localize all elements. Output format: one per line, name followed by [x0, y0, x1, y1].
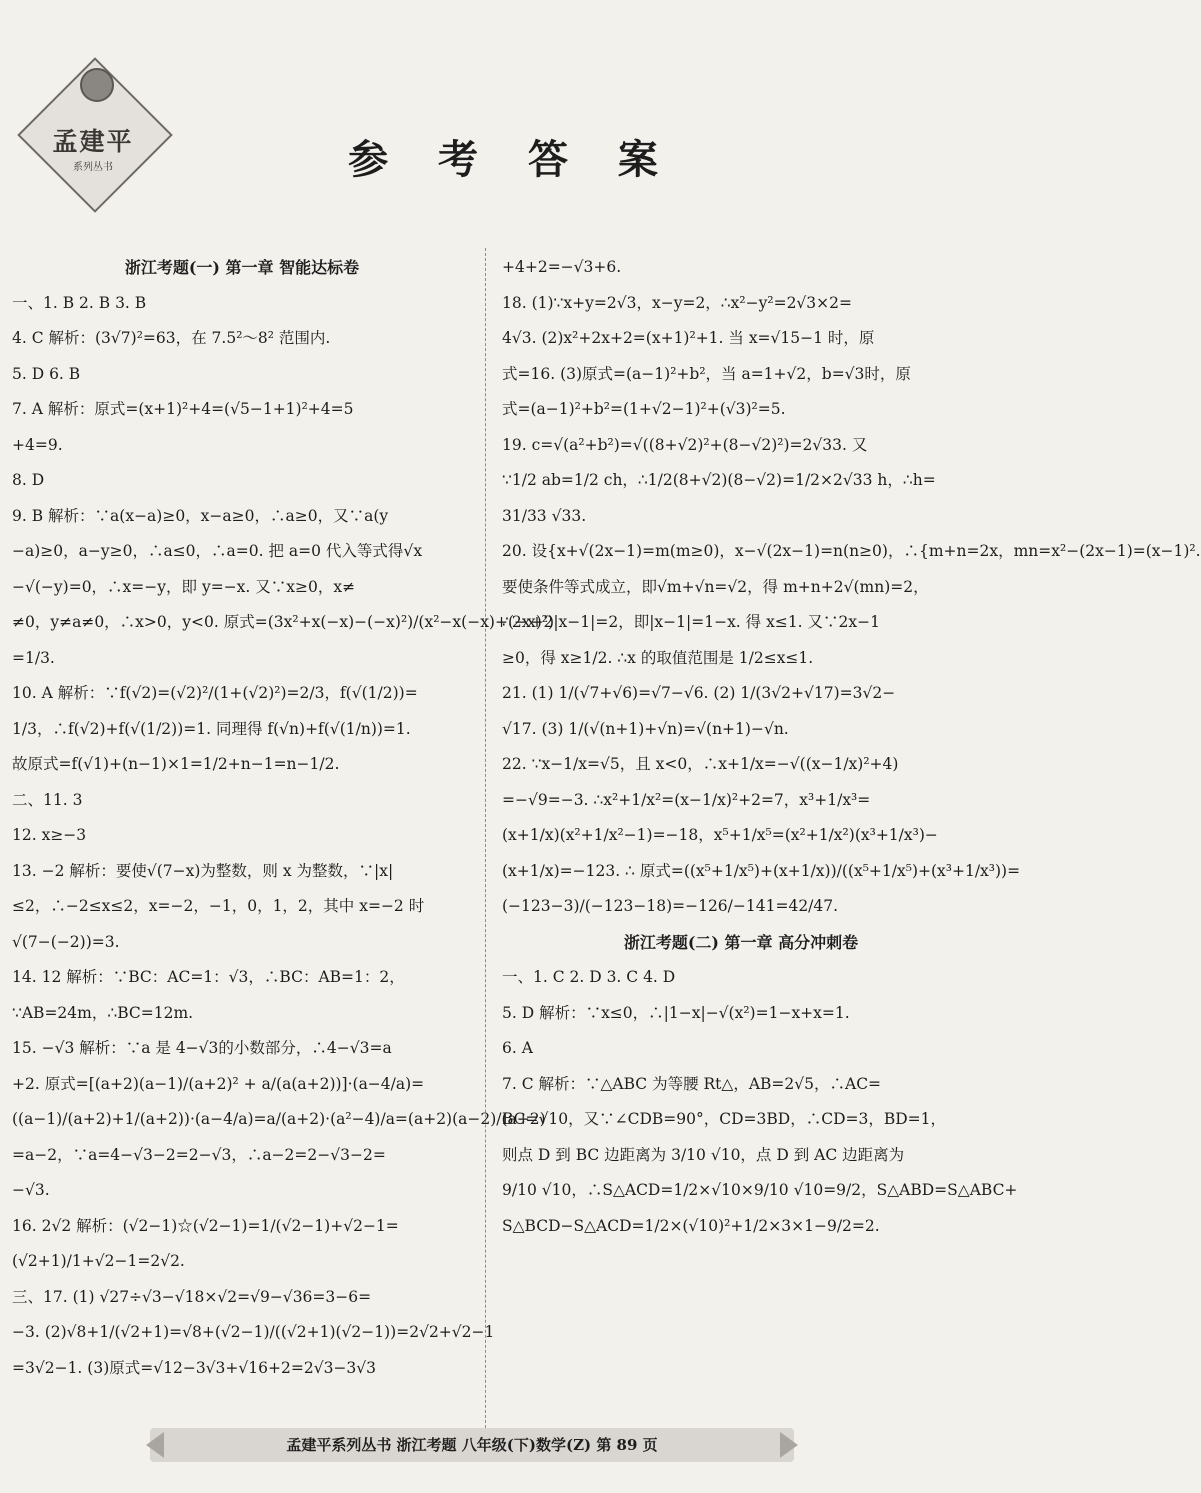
answer-line: 4√3. (2)x²+2x+2=(x+1)²+1. 当 x=√15−1 时，原 — [502, 329, 875, 347]
answer-line: 10. A 解析：∵f(√2)=(√2)²/(1+(√2)²)=2/3，f(√(1/2))= — [12, 684, 418, 702]
answer-line: 1/3，∴f(√2)+f(√(1/2))=1. 同理得 f(√n)+f(√(1/n))=1. — [12, 719, 411, 738]
answer-line: 15. −√3 解析：∵a 是 4−√3的小数部分，∴4−√3=a — [12, 1039, 392, 1057]
answer-line: 6. A — [502, 1039, 533, 1057]
badge-series: 系列丛书 — [73, 162, 113, 173]
answer-line: (√2+1)/1+√2−1=2√2. — [12, 1252, 185, 1270]
answer-line: =3√2−1. (3)原式=√12−3√3+√16+2=2√3−3√3 — [12, 1358, 377, 1377]
answer-line: 三、17. (1) √27÷√3−√18×√2=√9−√36=3−6= — [12, 1287, 372, 1306]
answer-line: 一、1. B 2. B 3. B — [12, 293, 147, 312]
answer-line: ≠0，y≠a≠0，∴x>0，y<0. 原式=(3x²+x(−x)−(−x)²)/(x²−x(−x)+(−x)²) — [12, 613, 555, 631]
arrow-right-icon — [780, 1432, 798, 1458]
answer-line: 18. (1)∵x+y=2√3，x−y=2，∴x²−y²=2√3×2= — [502, 293, 852, 312]
column-divider — [485, 248, 486, 1448]
answer-line: ∵1/2 ab=1/2 ch，∴1/2(8+√2)(8−√2)=1/2×2√33 h，∴h= — [502, 471, 936, 489]
answer-line: 9. B 解析：∵a(x−a)≥0，x−a≥0，∴a≥0，又∵a(y — [12, 506, 389, 525]
answer-line: BC=√10，又∵∠CDB=90°，CD=3BD，∴CD=3，BD=1， — [502, 1110, 947, 1128]
right-answers-top — [502, 250, 1201, 925]
answer-line: 8. D — [12, 471, 45, 489]
answer-line: 13. −2 解析：要使√(7−x)为整数，则 x 为整数，∵|x| — [12, 861, 394, 880]
answer-line: −√3. — [12, 1181, 50, 1199]
logo-emblem-icon — [80, 68, 114, 102]
answer-line: ≤2，∴−2≤x≤2，x=−2，−1，0，1，2，其中 x=−2 时 — [12, 897, 425, 915]
answer-line: −a)≥0，a−y≥0，∴a≤0，∴a=0. 把 a=0 代入等式得√x — [12, 542, 423, 560]
answer-line: =−√9=−3. ∴x²+1/x²=(x−1/x)²+2=7，x³+1/x³= — [502, 790, 871, 809]
answer-line: 14. 12 解析：∵BC：AC=1：√3，∴BC：AB=1：2， — [12, 968, 405, 986]
section-title: 浙江考题(二) 第一章 高分冲刺卷 — [623, 932, 859, 952]
answer-line: 22. ∵x−1/x=√5，且 x<0，∴x+1/x=−√((x−1/x)²+4) — [502, 755, 899, 773]
answer-line: +2. 原式=[(a+2)(a−1)/(a+2)² + a/(a(a+2))]·(a−4/a)= — [12, 1074, 425, 1093]
answer-line: 故原式=f(√1)+(n−1)×1=1/2+n−1=n−1/2. — [12, 755, 340, 773]
answer-line: √17. (3) 1/(√(n+1)+√n)=√(n+1)−√n. — [502, 719, 789, 738]
answer-line: 二、11. 3 — [12, 790, 83, 809]
page-footer — [150, 1428, 794, 1462]
answer-line: (x+1/x)(x²+1/x²−1)=−18，x⁵+1/x⁵=(x²+1/x²)(x³+1/x³)− — [502, 826, 938, 844]
answer-line: 5. D 6. B — [12, 364, 81, 383]
answer-line: =1/3. — [12, 648, 55, 667]
answer-line: (−123−3)/(−123−18)=−126/−141=42/47. — [502, 897, 839, 915]
answer-line: 5. D 解析：∵x≤0，∴|1−x|−√(x²)=1−x+x=1. — [502, 1003, 850, 1022]
answer-line: +4=9. — [12, 435, 63, 454]
answer-line: 要使条件等式成立，即√m+√n=√2，得 m+n+2√(mn)=2， — [502, 577, 929, 596]
answer-line: 7. A 解析：原式=(x+1)²+4=(√5−1+1)²+4=5 — [12, 400, 354, 418]
answer-line: 一、1. C 2. D 3. C 4. D — [502, 968, 676, 986]
section-title: 浙江考题(一) 第一章 智能达标卷 — [124, 258, 360, 277]
answer-line: 9/10 √10，∴S△ACD=1/2×√10×9/10 √10=9/2，S△ABD=S△ABC+ — [502, 1181, 1018, 1199]
answer-line: (x+1/x)=−123. ∴ 原式=((x⁵+1/x⁵)+(x+1/x))/((x⁵+1/x⁵)+(x³+1/x³))= — [502, 861, 1021, 880]
answer-line: 7. C 解析：∵△ABC 为等腰 Rt△，AB=2√5，∴AC= — [502, 1074, 882, 1093]
answer-line: √(7−(−2))=3. — [12, 932, 120, 951]
answer-line: ∵AB=24m，∴BC=12m. — [12, 1003, 194, 1022]
answer-line: −3. (2)√8+1/(√2+1)=√8+(√2−1)/((√2+1)(√2−1))=2√2+√2−1 — [12, 1323, 495, 1341]
page-title: 参 考 答 案 — [348, 136, 676, 183]
answer-line: 21. (1) 1/(√7+√6)=√7−√6. (2) 1/(3√2+√17)=3√2− — [502, 684, 896, 702]
answer-line: 12. x≥−3 — [12, 826, 87, 844]
badge-brand: 孟建平 — [52, 127, 134, 156]
answer-line: 20. 设{x+√(2x−1)=m(m≥0)，x−√(2x−1)=n(n≥0)，∴{m+n=2x，mn=x²−(2x−1)=(x−1)². — [502, 542, 1201, 560]
arrow-left-icon — [146, 1432, 164, 1458]
footer-text: 孟建平系列丛书 浙江考题 八年级(下)数学(Z) 第 89 页 — [286, 1436, 658, 1454]
answer-line: 16. 2√2 解析：(√2−1)☆(√2−1)=1/(√2−1)+√2−1= — [12, 1216, 399, 1235]
answer-line: 式=(a−1)²+b²=(1+√2−1)²+(√3)²=5. — [502, 400, 786, 418]
answer-line: 4. C 解析：(3√7)²=63，在 7.5²～8² 范围内. — [12, 329, 331, 347]
answer-line: ≥0，得 x≥1/2. ∴x 的取值范围是 1/2≤x≤1. — [502, 648, 814, 667]
answer-line: 31/33 √33. — [502, 506, 587, 525]
right-answers-bottom — [502, 960, 1018, 1244]
answer-line: =a−2，∵a=4−√3−2=2−√3，∴a−2=2−√3−2= — [12, 1145, 386, 1164]
answer-line: ∴2x+2|x−1|=2，即|x−1|=1−x. 得 x≤1. 又∵2x−1 — [502, 613, 880, 631]
right-column — [502, 250, 1201, 1244]
answer-line: ((a−1)/(a+2)+1/(a+2))·(a−4/a)=a/(a+2)·(a²−4)/a=(a+2)(a−2)/(a+2) — [12, 1110, 546, 1128]
answer-line: −√(−y)=0，∴x=−y，即 y=−x. 又∵x≥0，x≠ — [12, 577, 356, 596]
answer-line: S△BCD−S△ACD=1/2×(√10)²+1/2×3×1−9/2=2. — [502, 1216, 880, 1235]
answer-line: 则点 D 到 BC 边距离为 3/10 √10，点 D 到 AC 边距离为 — [502, 1145, 905, 1164]
answer-line: 19. c=√(a²+b²)=√((8+√2)²+(8−√2)²)=2√33. 又 — [502, 435, 868, 454]
answer-line: +4+2=−√3+6. — [502, 258, 622, 276]
answer-line: 式=16. (3)原式=(a−1)²+b²，当 a=1+√2，b=√3时，原 — [502, 364, 911, 383]
